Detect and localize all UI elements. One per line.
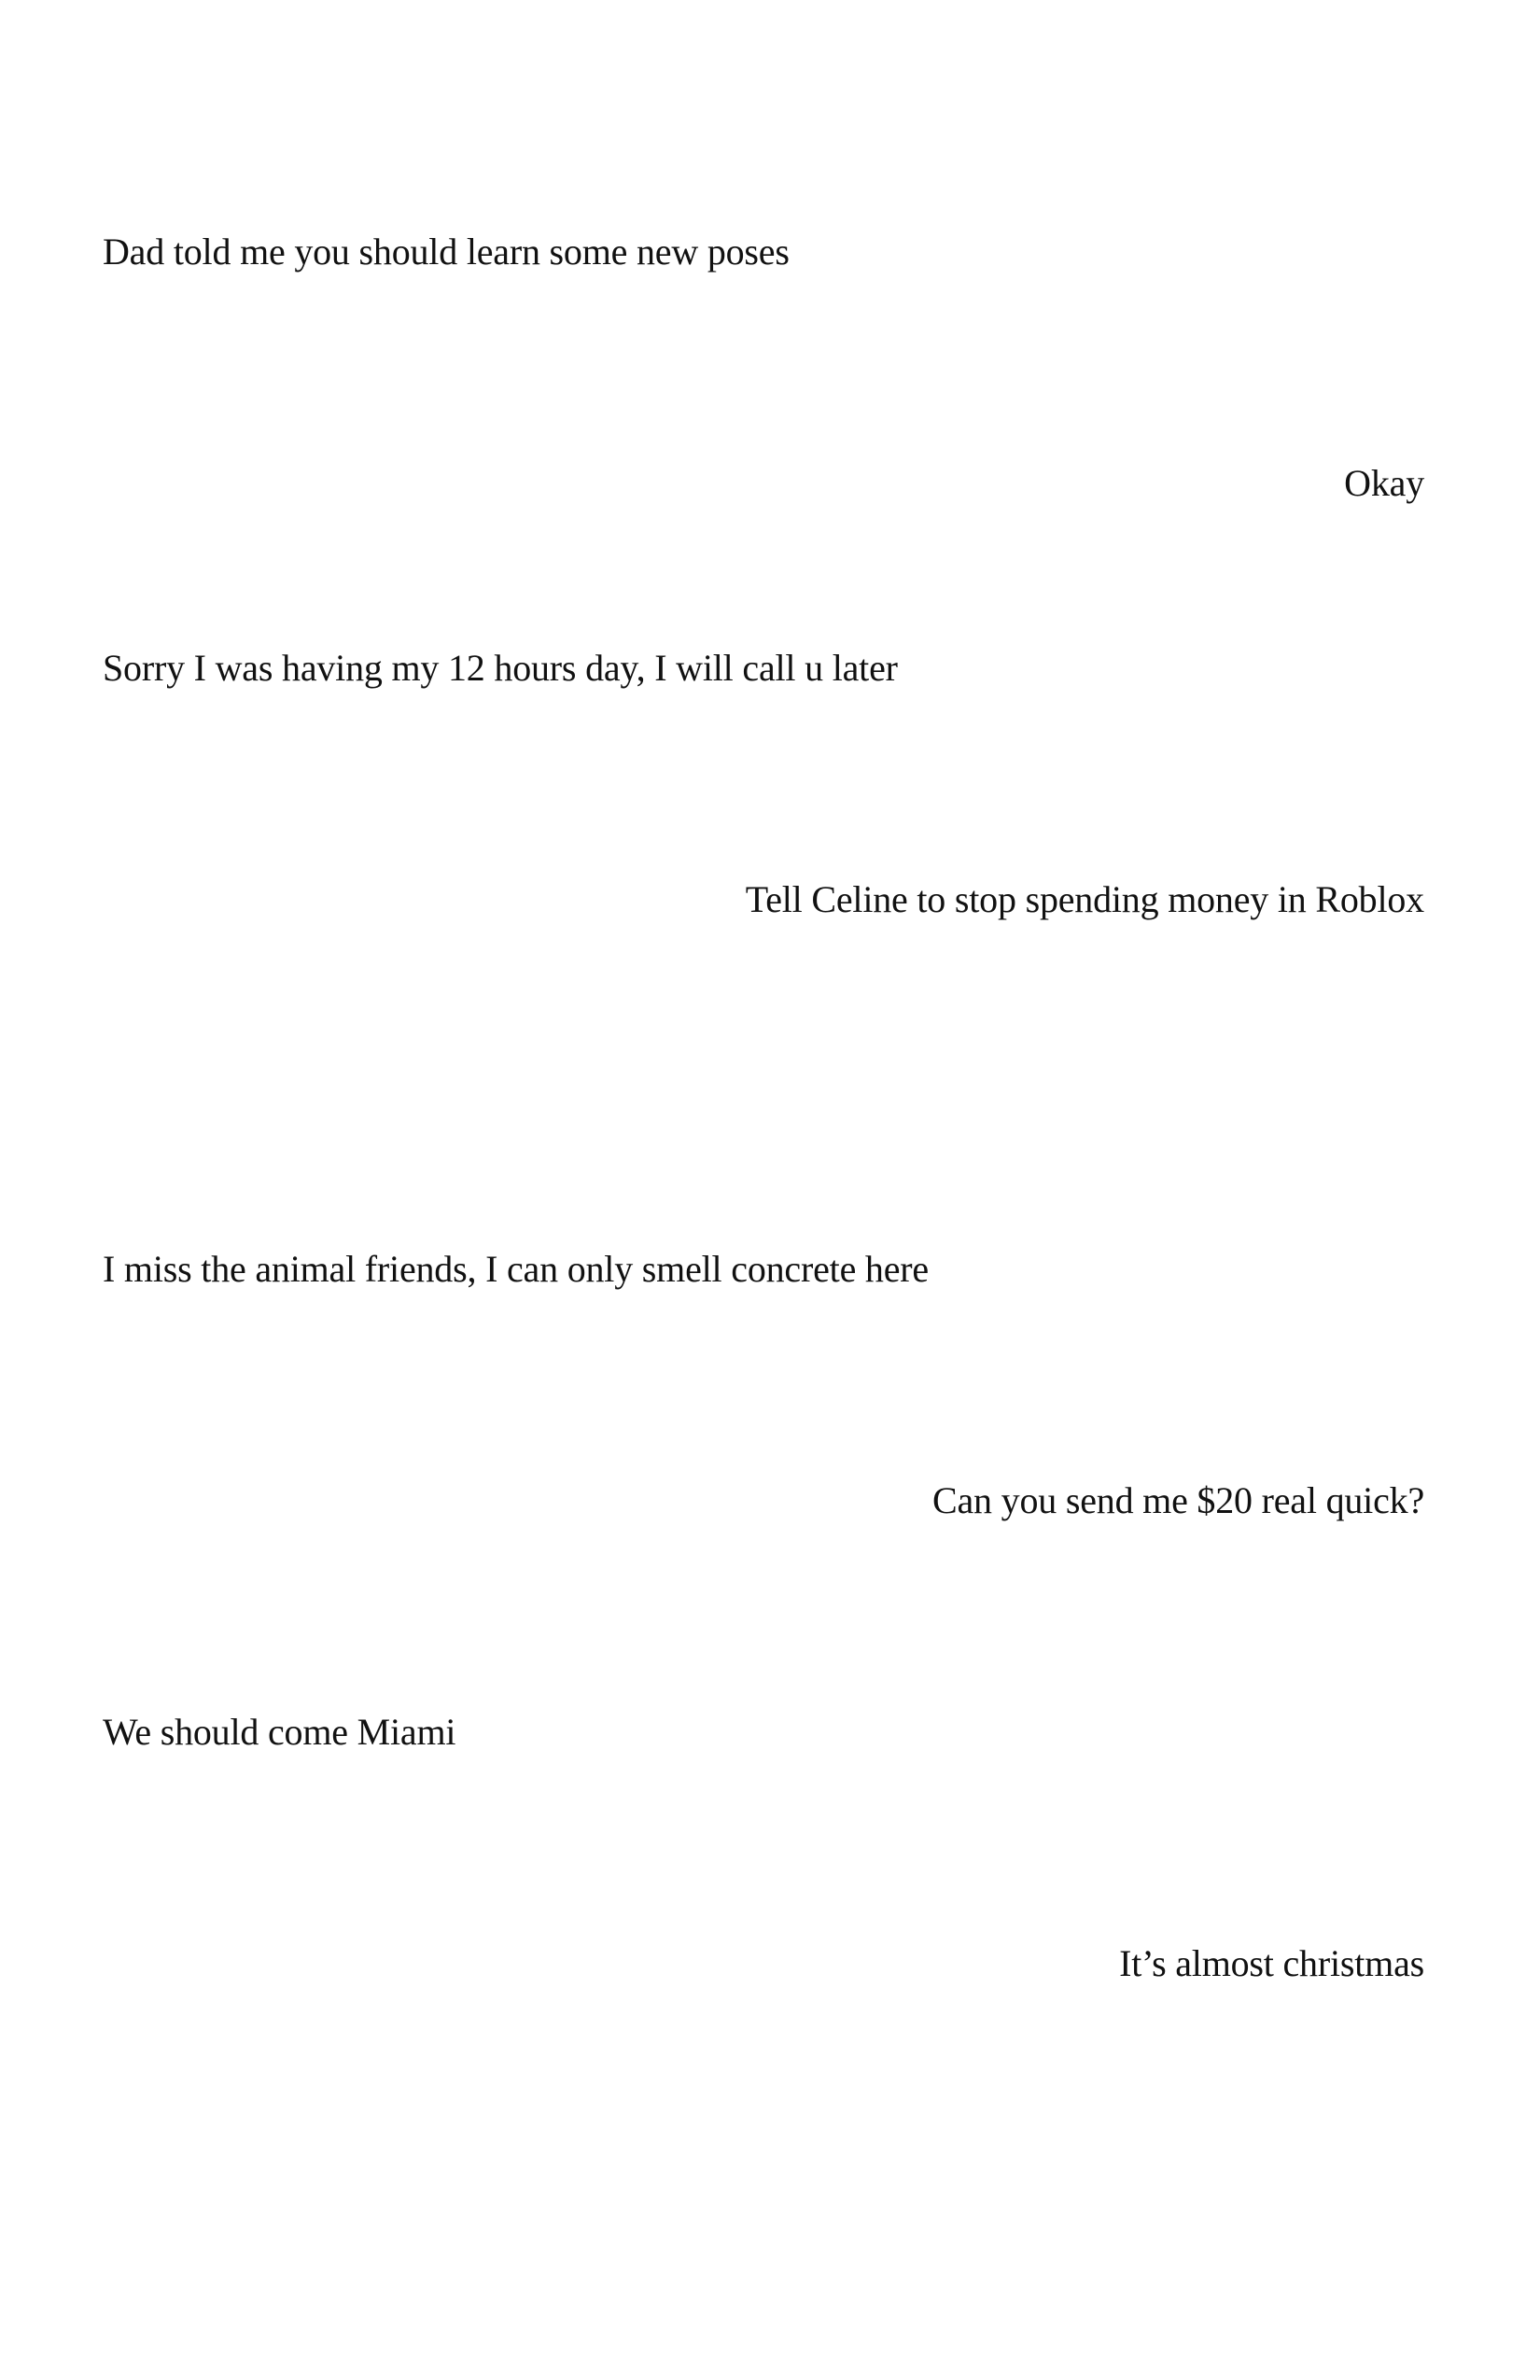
message-line: Okay bbox=[1344, 462, 1424, 504]
message-line: I miss the animal friends, I can only smell concrete here bbox=[103, 1248, 929, 1290]
message-line: Can you send me $20 real quick? bbox=[932, 1479, 1424, 1521]
message-line: We should come Miami bbox=[103, 1711, 456, 1753]
message-line: Sorry I was having my 12 hours day, I will call u later bbox=[103, 647, 898, 689]
message-line: Tell Celine to stop spending money in Roblox bbox=[745, 878, 1424, 920]
message-line: It’s almost christmas bbox=[1119, 1942, 1424, 1984]
message-line: Dad told me you should learn some new poses bbox=[103, 231, 790, 273]
